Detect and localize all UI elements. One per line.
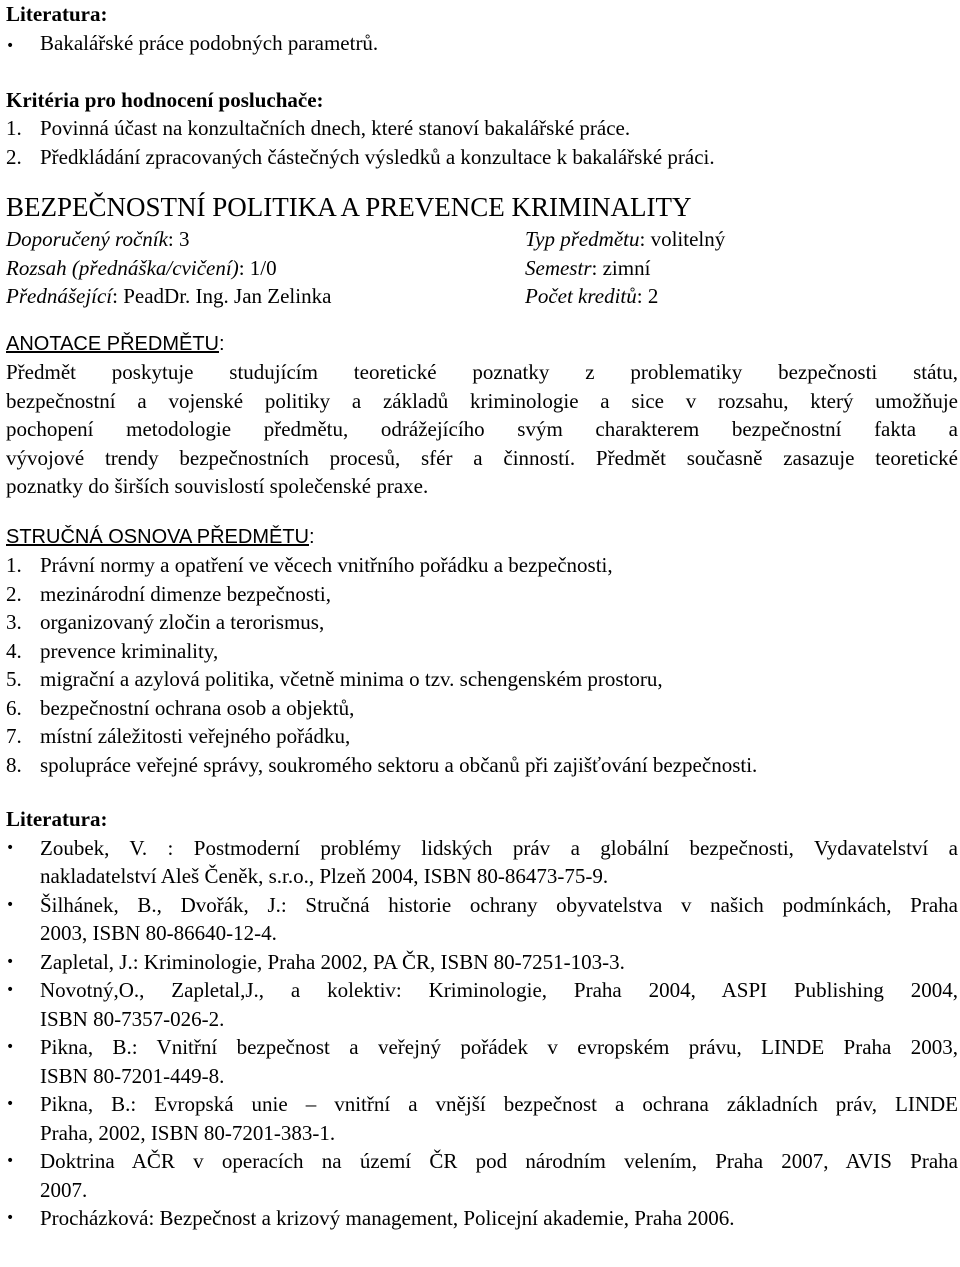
outline-item-2: 2. mezinárodní dimenze bezpečnosti, [6,581,331,606]
annotation-line-3: pochopení metodologie předmětu, odrážejícího svým charakterem bezpečnostní fakta a [6,417,958,441]
literature-item-4: • Novotný,O., Zapletal,J., a kolektiv: Kriminologie, Praha 2004, ASPI Publishing 2004, ISBN 80-7357-026-2. [6,976,958,1033]
year-field: Doporučený ročník: 3 [6,227,190,251]
course-meta-row-3 [6,282,958,311]
credits-field: Počet kreditů: 2 [525,284,659,308]
course-meta-row-2 [6,254,958,283]
semester-field: Semestr: zimní [525,255,651,280]
outline-item-7: 7. místní záležitosti veřejného pořádku, [6,724,351,748]
outline-item-5: 5. migrační a azylová politika, včetně minima o tzv. schengenském prostoru, [6,667,663,691]
bullet-icon: • [6,982,15,998]
outline-item-1: 1. Právní normy a opatření ve věcech vnitřního pořádku a bezpečnosti, [6,553,613,577]
criteria-item-1: 1. Povinná účast na konzultačních dnech, které stanoví bakalářské práce. [6,116,631,140]
lecturer-field: Přednášející: PeadDr. Ing. Jan Zelinka [6,284,332,308]
course-title: BEZPEČNOSTNÍ POLITIKA A PREVENCE KRIMINALITY [6,192,692,222]
literature-item-5: • Pikna, B.: Vnitřní bezpečnost a veřejný pořádek v evropském právu, LINDE Praha 2003, ISBN 80-7201-449-8. [6,1033,958,1090]
literature-item-6: • Pikna, B.: Evropská unie – vnitřní a vnější bezpečnost a ochrana základních práv, LINDE Praha, 2002, ISBN 80-7201-383-1. [6,1090,958,1147]
outline-item-4: 4. prevence kriminality, [6,638,219,663]
literature-heading-1: Literatura: [6,2,108,26]
literature-item-2: • Šilhánek, B., Dvořák, J.: Stručná historie ochrany obyvatelstva v našich podmínkách, Praha 2003, ISBN 80-86640-12-4. [6,891,958,948]
criteria-heading: Kritéria pro hodnocení posluchače: [6,87,324,112]
bullet-icon: • [6,839,15,856]
annotation-line-1: Předmět poskytuje studujícím teoretické poznatky z problematiky bezpečnosti státu, [6,360,958,384]
literature-heading-2: Literatura: [6,807,108,831]
bullet-icon: • [6,1096,15,1112]
criteria-item-2: 2. Předkládání zpracovaných částečných výsledků a konzultace k bakalářské práci. [6,144,715,169]
bullet-icon: • [6,1153,15,1169]
bullet-icon: • [6,953,15,970]
literature-item-3: • Zapletal, J.: Kriminologie, Praha 2002, PA ČR, ISBN 80-7251-103-3. [6,948,958,977]
outline-item-3: 3. organizovaný zločin a terorismus, [6,610,325,634]
bullet-icon: • [6,1039,15,1055]
annotation-heading: ANOTACE PŘEDMĚTU: [6,332,225,355]
annotation-line-2: bezpečnostní a vojenské politiky a základů kriminologie a sice v rozsahu, který umožňuje [6,388,958,413]
outline-heading: STRUČNÁ OSNOVA PŘEDMĚTU: [6,525,315,548]
course-meta-row-1 [6,225,958,254]
outline-item-6: 6. bezpečnostní ochrana osob a objektů, [6,695,355,720]
bullet-icon: • [6,896,15,913]
range-field: Rozsah (přednáška/cvičení): 1/0 [6,255,277,280]
literature-item-1: • Zoubek, V. : Postmoderní problémy lidských práv a globální bezpečnosti, Vydavatelství a nakladatelství Aleš Čeněk, s.r.o., Plzeň 2004, ISBN 80-86473-75-9. [6,834,958,891]
annotation-line-5: poznatky do širších souvislostí společenské praxe. [6,474,429,498]
literature-1-item: • Bakalářské práce podobných parametrů. [6,29,958,58]
outline-item-8: 8. spolupráce veřejné správy, soukromého sektoru a občanů při zajišťování bezpečnosti. [6,752,758,777]
literature-item-7: • Doktrina AČR v operacích na území ČR pod národním velením, Praha 2007, AVIS Praha 2007. [6,1147,958,1204]
bullet-icon: • [6,37,15,54]
document-page [6,0,958,1233]
literature-item-8: • Procházková: Bezpečnost a krizový management, Policejní akademie, Praha 2006. [6,1204,958,1233]
type-field: Typ předmětu: volitelný [525,227,726,251]
bullet-icon: • [6,1210,15,1226]
annotation-line-4: vývojové trendy bezpečnostních procesů, sfér a činností. Předmět současně zasazuje teoretické [6,445,958,470]
